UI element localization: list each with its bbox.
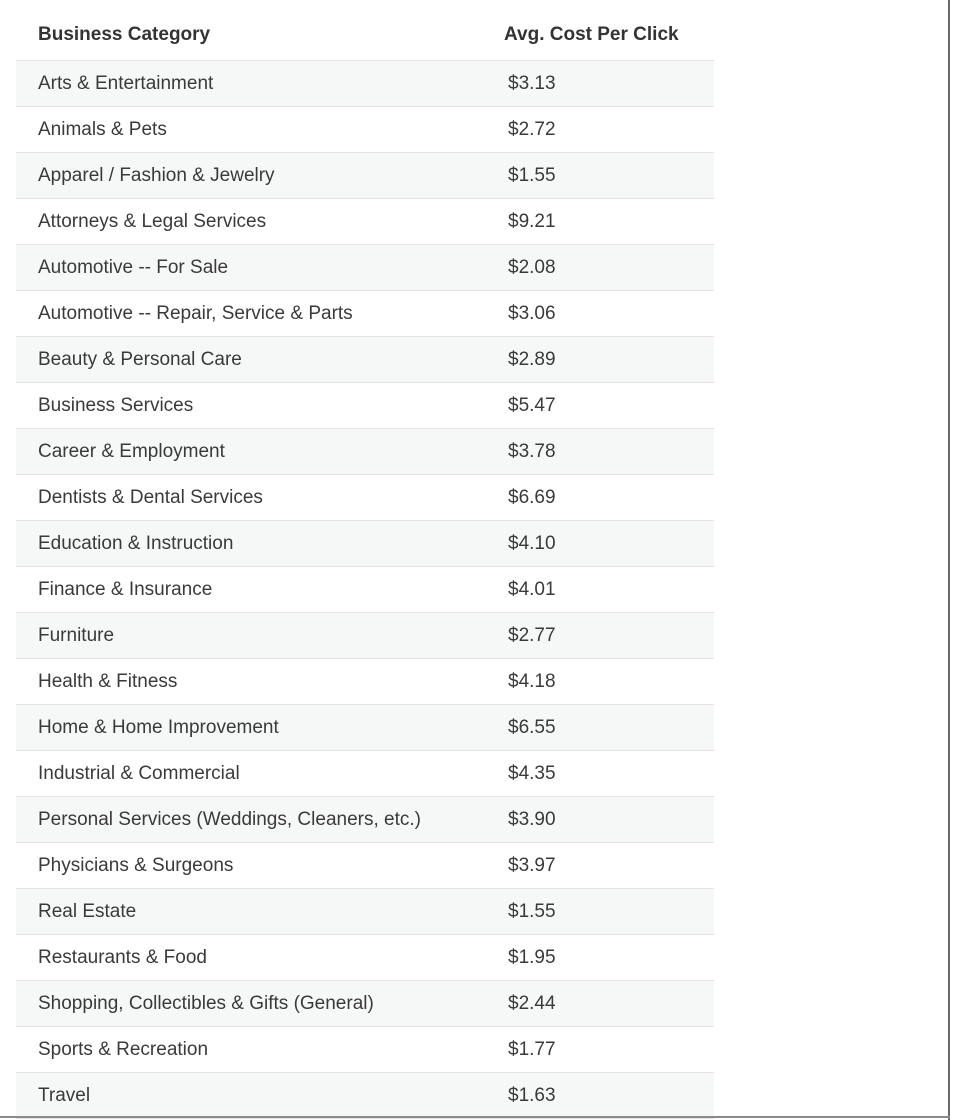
cost-cell: $1.95: [508, 947, 556, 968]
table-row: [16, 751, 714, 797]
column-header-category: Business Category: [38, 24, 211, 45]
table-row: [16, 153, 714, 199]
category-cell: Sports & Recreation: [38, 1039, 209, 1060]
table-row: [16, 61, 714, 107]
cost-cell: $5.47: [508, 395, 556, 416]
table-row: [16, 889, 714, 935]
cost-cell: $2.89: [508, 349, 556, 370]
category-cell: Business Services: [38, 395, 194, 416]
cost-cell: $1.55: [508, 165, 556, 186]
cost-cell: $3.06: [508, 303, 556, 324]
category-cell: Arts & Entertainment: [38, 73, 214, 94]
cost-cell: $3.78: [508, 441, 556, 462]
table-row: [16, 429, 714, 475]
cost-cell: $3.13: [508, 73, 556, 94]
column-header-cost: Avg. Cost Per Click: [504, 24, 679, 45]
category-cell: Health & Fitness: [38, 671, 178, 692]
cost-cell: $9.21: [508, 211, 556, 232]
table-row: [16, 1027, 714, 1073]
cost-cell: $2.77: [508, 625, 556, 646]
table-row: [16, 291, 714, 337]
table-row: [16, 981, 714, 1027]
category-cell: Restaurants & Food: [38, 947, 207, 968]
category-cell: Furniture: [38, 625, 115, 646]
cost-cell: $1.63: [508, 1085, 556, 1106]
table-row: [16, 1073, 714, 1119]
table-row: [16, 797, 714, 843]
category-cell: Finance & Insurance: [38, 579, 213, 600]
table-row: [16, 245, 714, 291]
cost-cell: $4.10: [508, 533, 556, 554]
cost-cell: $1.77: [508, 1039, 556, 1060]
table-header: [16, 12, 714, 61]
category-cell: Career & Employment: [38, 441, 225, 462]
table-body: [16, 61, 714, 1119]
cost-cell: $3.97: [508, 855, 556, 876]
category-cell: Apparel / Fashion & Jewelry: [38, 165, 275, 186]
cost-cell: $2.44: [508, 993, 556, 1014]
cost-cell: $4.35: [508, 763, 556, 784]
category-cell: Industrial & Commercial: [38, 763, 240, 784]
table-row: [16, 613, 714, 659]
table-row: [16, 475, 714, 521]
category-cell: Home & Home Improvement: [38, 717, 279, 738]
table-row: [16, 383, 714, 429]
table-row: [16, 843, 714, 889]
table-row: [16, 935, 714, 981]
table-row: [16, 705, 714, 751]
table-row: [16, 337, 714, 383]
category-cell: Personal Services (Weddings, Cleaners, etc.): [38, 809, 421, 830]
window-border-right: [948, 0, 950, 1120]
category-cell: Physicians & Surgeons: [38, 855, 234, 876]
category-cell: Attorneys & Legal Services: [38, 211, 267, 232]
window-border-bottom: [0, 1116, 950, 1118]
category-cell: Shopping, Collectibles & Gifts (General): [38, 993, 374, 1014]
category-cell: Dentists & Dental Services: [38, 487, 263, 508]
cost-cell: $4.01: [508, 579, 556, 600]
cost-cell: $3.90: [508, 809, 556, 830]
table-row: [16, 199, 714, 245]
category-cell: Animals & Pets: [38, 119, 167, 140]
table-row: [16, 521, 714, 567]
category-cell: Real Estate: [38, 901, 137, 922]
category-cell: Education & Instruction: [38, 533, 234, 554]
cost-cell: $2.72: [508, 119, 556, 140]
cost-per-click-table: [16, 12, 714, 1119]
category-cell: Travel: [38, 1085, 91, 1106]
category-cell: Automotive -- Repair, Service & Parts: [38, 303, 353, 324]
table-row: [16, 107, 714, 153]
cost-cell: $4.18: [508, 671, 556, 692]
table-row: [16, 567, 714, 613]
table-row: [16, 659, 714, 705]
category-cell: Automotive -- For Sale: [38, 257, 229, 278]
cost-cell: $6.55: [508, 717, 556, 738]
cost-cell: $6.69: [508, 487, 556, 508]
category-cell: Beauty & Personal Care: [38, 349, 242, 370]
cost-cell: $1.55: [508, 901, 556, 922]
cost-cell: $2.08: [508, 257, 556, 278]
